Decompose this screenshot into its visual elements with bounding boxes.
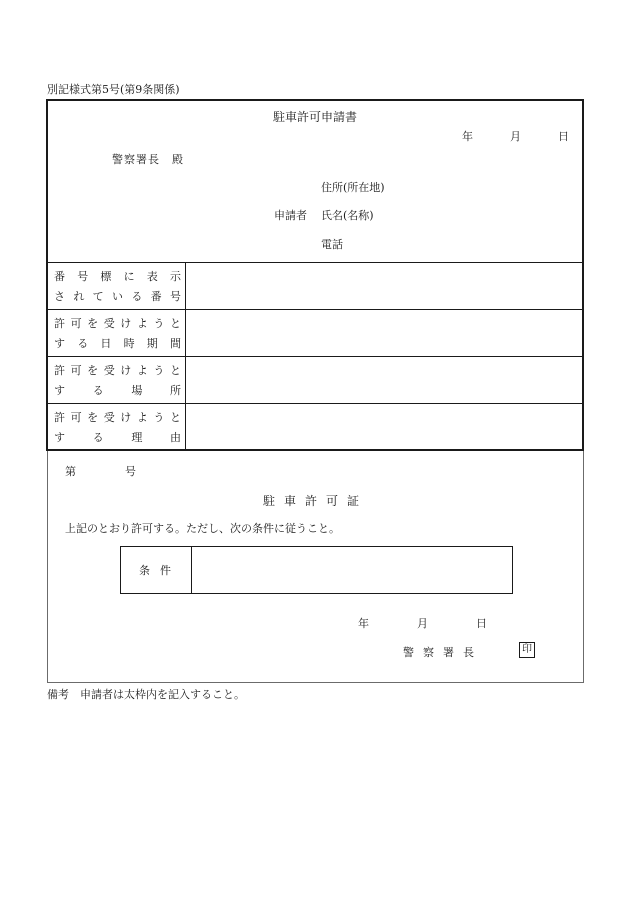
row-label-line1 — [54, 267, 181, 287]
row-label-char: を — [87, 411, 99, 424]
row-label-char: 示 — [169, 270, 181, 283]
permit-number-prefix: 第 — [65, 465, 76, 478]
row-label — [48, 357, 186, 403]
row-label-char: 所 — [169, 384, 181, 397]
row-label-line2 — [54, 381, 181, 401]
row-label-char: い — [111, 290, 123, 303]
row-label-char: を — [87, 317, 99, 330]
form-row-period — [48, 309, 582, 356]
row-label-char: す — [54, 384, 65, 397]
app-date-day: 日 — [558, 130, 569, 143]
row-label — [48, 310, 186, 356]
row-label-char: よ — [136, 364, 148, 377]
permit-box — [47, 451, 584, 683]
application-header — [48, 101, 582, 262]
row-label-char: 標 — [100, 270, 112, 283]
row-label-char: 場 — [131, 384, 143, 397]
location-field[interactable] — [186, 357, 582, 403]
row-label-char: 可 — [70, 317, 82, 330]
row-label-char: 理 — [131, 431, 143, 444]
row-label-char: 号 — [77, 270, 89, 283]
row-label-char: 由 — [169, 431, 181, 444]
row-label-char: 日 — [100, 337, 112, 350]
row-label-char: 間 — [169, 337, 181, 350]
police-chief-label: 警察署長 — [403, 646, 483, 659]
reason-field[interactable] — [186, 404, 582, 450]
row-label-char: 受 — [103, 317, 115, 330]
row-label-char: 表 — [146, 270, 158, 283]
address-label: 住所(所在地) — [321, 181, 385, 194]
row-label-char: 号 — [169, 290, 181, 303]
row-label-char: る — [92, 384, 104, 397]
row-label-char: 可 — [70, 411, 82, 424]
permit-title: 駐車許可証 — [262, 494, 368, 508]
row-label-line2 — [54, 334, 181, 354]
row-label-char: さ — [54, 290, 65, 303]
row-label-char: 許 — [54, 411, 65, 424]
seal-mark: 印 — [519, 642, 535, 658]
phone-label: 電話 — [321, 238, 343, 251]
row-label-char: 許 — [54, 317, 65, 330]
remarks-note: 備考 申請者は太枠内を記入すること。 — [47, 688, 245, 701]
row-label-char: よ — [136, 411, 148, 424]
row-label-char: す — [54, 431, 65, 444]
row-label-char: け — [120, 364, 132, 377]
app-date-month: 月 — [510, 130, 521, 143]
plate-number-field[interactable] — [186, 263, 582, 309]
row-label-line2 — [54, 287, 181, 307]
permit-statement: 上記のとおり許可する。ただし、次の条件に従うこと。 — [65, 522, 340, 535]
row-label-char: う — [153, 411, 165, 424]
form-row-reason — [48, 403, 582, 450]
row-label — [48, 263, 186, 309]
row-label-char: け — [120, 317, 132, 330]
row-label-char: よ — [136, 317, 148, 330]
row-label-char: 受 — [103, 411, 115, 424]
row-label-char: る — [92, 431, 104, 444]
row-label-line1 — [54, 314, 181, 334]
row-label-char: け — [120, 411, 132, 424]
row-label-char: う — [153, 317, 165, 330]
period-field[interactable] — [186, 310, 582, 356]
row-label-char: 時 — [123, 337, 135, 350]
row-label-char: す — [54, 337, 65, 350]
permit-date-month: 月 — [417, 617, 428, 630]
row-label-char: れ — [73, 290, 85, 303]
applicant-role: 申請者 — [274, 209, 307, 222]
permit-date-year: 年 — [358, 617, 369, 630]
row-label-char: 番 — [150, 290, 162, 303]
addressee: 警察署長 殿 — [112, 153, 184, 166]
row-label-char: 期 — [146, 337, 158, 350]
name-label: 氏名(名称) — [321, 209, 374, 222]
form-row-location — [48, 356, 582, 403]
row-label-char: と — [169, 364, 181, 377]
row-label-char: 可 — [70, 364, 82, 377]
row-label — [48, 404, 186, 450]
row-label-line1 — [54, 361, 181, 381]
row-label-char: と — [169, 411, 181, 424]
row-label-char: 受 — [103, 364, 115, 377]
row-label-char: う — [153, 364, 165, 377]
conditions-box — [120, 546, 513, 594]
conditions-label: 条件 — [121, 547, 192, 593]
app-date-year: 年 — [462, 130, 473, 143]
row-label-char: 番 — [54, 270, 65, 283]
row-label-char: と — [169, 317, 181, 330]
permit-date-day: 日 — [476, 617, 487, 630]
row-label-char: る — [131, 290, 143, 303]
row-label-char: て — [92, 290, 104, 303]
conditions-field[interactable] — [192, 547, 512, 593]
form-row-plate-number — [48, 262, 582, 309]
row-label-char: 許 — [54, 364, 65, 377]
row-label-char: に — [123, 270, 135, 283]
permit-number-suffix: 号 — [125, 465, 136, 478]
application-title: 駐車許可申請書 — [272, 110, 357, 124]
row-label-line1 — [54, 408, 181, 428]
form-reference: 別記様式第5号(第9条関係) — [47, 83, 180, 96]
row-label-char: を — [87, 364, 99, 377]
row-label-char: る — [77, 337, 89, 350]
row-label-line2 — [54, 428, 181, 448]
application-box — [46, 99, 584, 451]
